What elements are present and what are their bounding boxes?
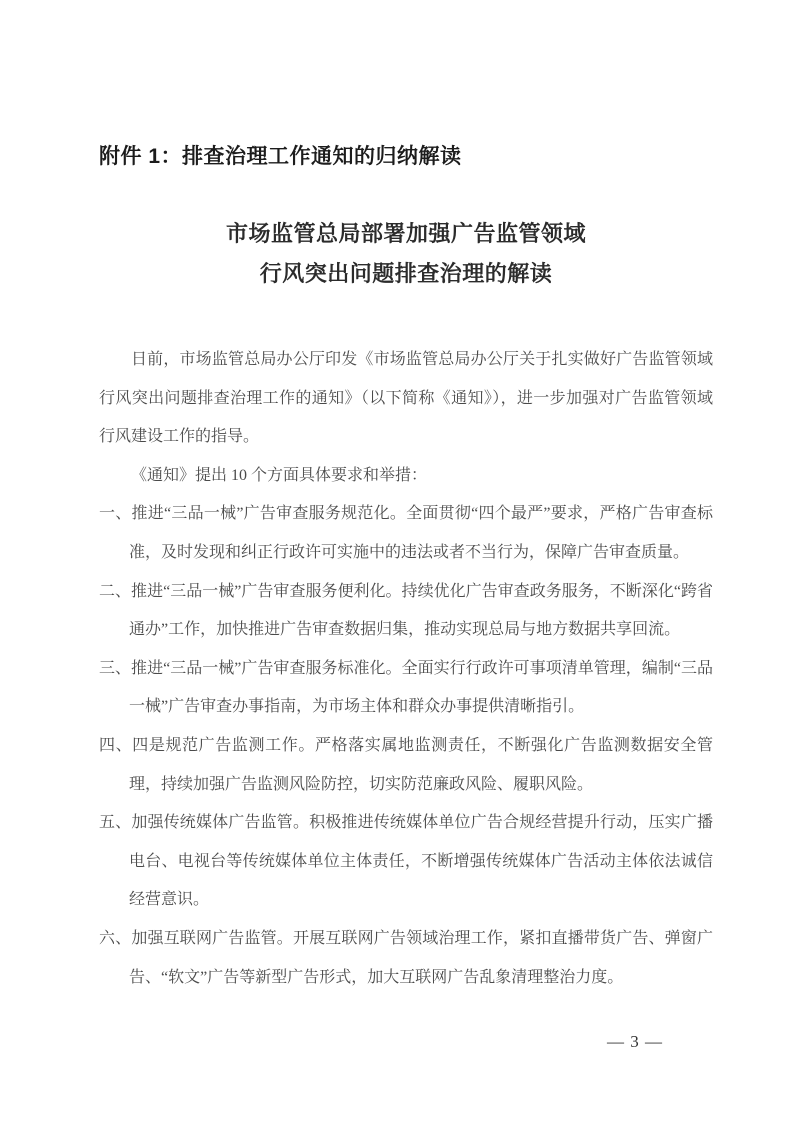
intro-paragraph: 日前，市场监管总局办公厅印发《市场监管总局办公厅关于扎实做好广告监管领域行风突出问题排查治理工作的通知》（以下简称《通知》），进一步加强对广告监管领域行风建设工作的指导。 [99, 351, 713, 446]
item-6-text: 加强互联网广告监管。开展互联网广告领域治理工作，紧扣直播带货广告、弹窗广告、“软文”广告等新型广告形式，加大互联网广告乱象清理整治力度。 [129, 929, 713, 986]
document-content [0, 143, 793, 997]
document-title-line-2: 行风突出问题排查治理的解读 [259, 261, 553, 286]
item-4-text: 四是规范广告监测工作。严格落实属地监测责任，不断强化广告监测数据安全管理，持续加强广告监测风险防控，切实防范廉政风险、履职风险。 [129, 736, 713, 793]
document-title [99, 214, 713, 294]
document-body [99, 341, 713, 997]
lead-in-paragraph: 《通知》提出 10 个方面具体要求和举措： [131, 466, 428, 484]
attachment-header: 附件 1：排查治理工作通知的归纳解读 [99, 145, 462, 168]
item-1-text: 推进“三品一械”广告审查服务规范化。全面贯彻“四个最严”要求，严格广告审查标准，及时发现和纠正行政许可实施中的违法或者不当行为，保障广告审查质量。 [129, 505, 713, 561]
page-number: — 3 — [607, 1032, 663, 1051]
measure-item-5 [99, 804, 713, 920]
measure-item-1 [99, 495, 713, 572]
measure-item-2 [99, 573, 713, 650]
item-3-number: 三、 [99, 659, 132, 677]
item-4-number: 四、 [99, 736, 133, 754]
measure-item-3 [99, 650, 713, 727]
measure-item-6 [99, 920, 713, 997]
item-5-number: 五、 [99, 814, 132, 832]
document-title-line-1: 市场监管总局部署加强广告监管领域 [225, 221, 586, 246]
item-5-text: 加强传统媒体广告监管。积极推进传统媒体单位广告合规经营提升行动，压实广播电台、电视台等传统媒体单位主体责任，不断增强传统媒体广告活动主体依法诚信经营意识。 [129, 814, 713, 909]
item-1-number: 一、 [99, 505, 132, 523]
item-2-number: 二、 [99, 582, 132, 600]
measure-item-4 [99, 727, 713, 804]
item-2-text: 推进“三品一械”广告审查服务便利化。持续优化广告审查政务服务，不断深化“跨省通办”工作，加快推进广告审查数据归集，推动实现总局与地方数据共享回流。 [129, 582, 713, 639]
item-6-number: 六、 [99, 929, 132, 947]
item-3-text: 推进“三品一械”广告审查服务标准化。全面实行行政许可事项清单管理，编制“三品一械”广告审查办事指南，为市场主体和群众办事提供清晰指引。 [129, 659, 713, 716]
